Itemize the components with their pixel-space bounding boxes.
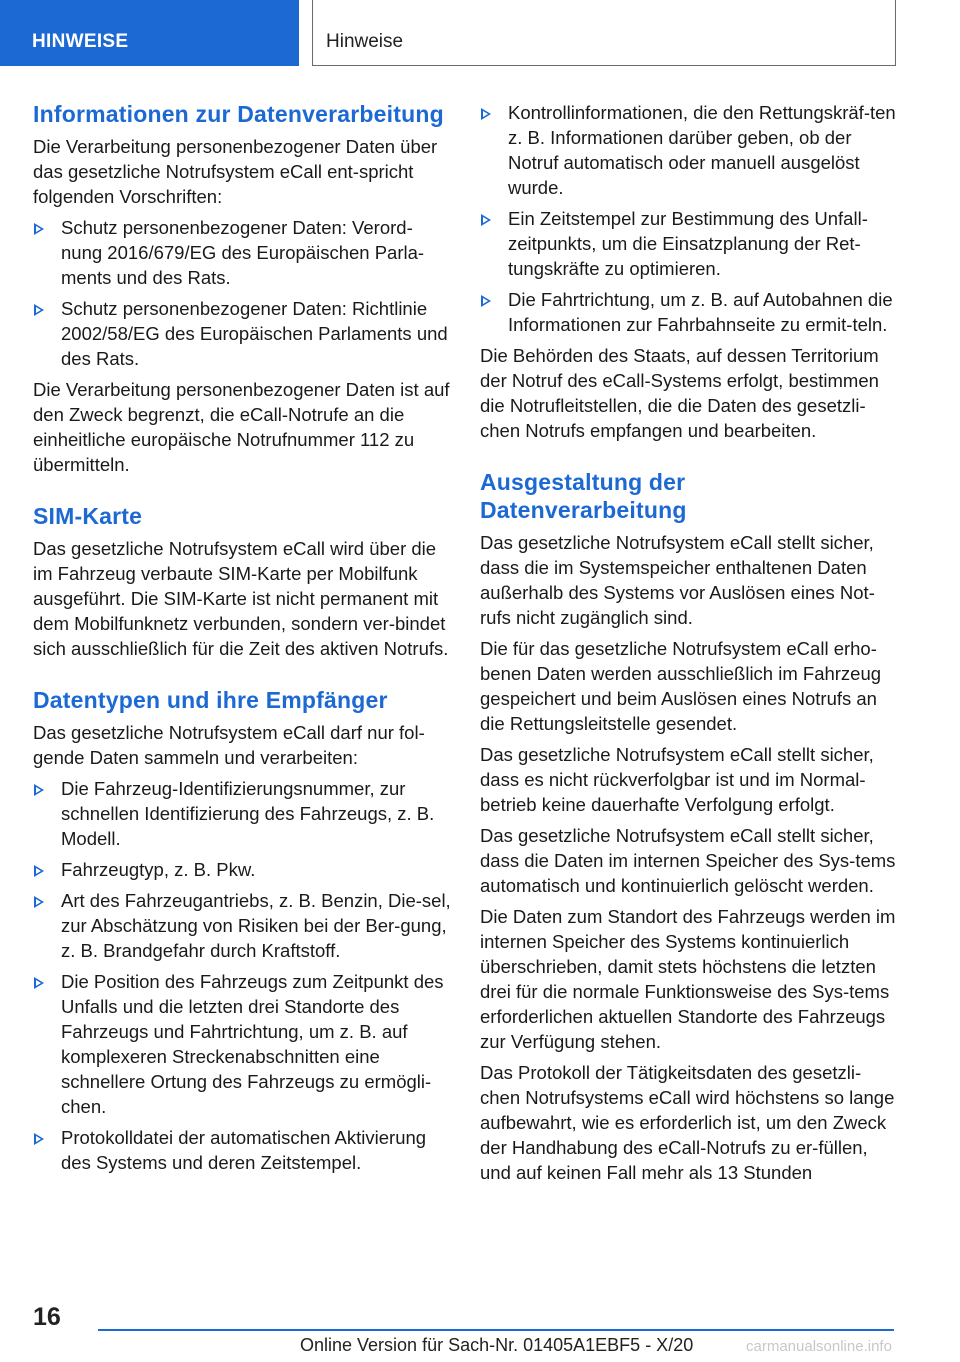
heading-sim-karte: SIM-Karte [33, 503, 143, 529]
list-item: Fahrzeugtyp, z. B. Pkw. [33, 857, 451, 882]
list-item: Kontrollinformationen, die den Rettungskräf-ten z. B. Informationen darüber geben, ob der Notruf automatisch oder manuell ausgelöst wurde. [480, 100, 898, 200]
bullet-list [480, 100, 898, 337]
triangle-bullet-icon [34, 223, 44, 235]
triangle-bullet-icon [34, 977, 44, 989]
bullet-list [33, 776, 451, 1175]
triangle-bullet-icon [481, 295, 491, 307]
heading-datentypen: Datentypen und ihre Empfänger [33, 687, 388, 713]
paragraph: Die Verarbeitung personenbezogener Daten ist auf den Zweck begrenzt, die eCall-Notrufe an die einheitliche europäische Notrufnummer 112 zu übermitteln. [33, 379, 450, 475]
header-title: Hinweise [312, 0, 896, 66]
triangle-bullet-icon [34, 784, 44, 796]
list-item: Art des Fahrzeugantriebs, z. B. Benzin, Die-sel, zur Abschätzung von Risiken bei der Ber-gung, z. B. Brandgefahr durch Kraftstoff. [33, 888, 451, 963]
triangle-bullet-icon [34, 1133, 44, 1145]
paragraph: Das Protokoll der Tätigkeitsdaten des gesetzli-chen Notrufsystems eCall wird höchstens so lange aufbewahrt, wie es erforderlich ist, um den Zweck der Handhabung des eCall-Notrufs zu er-füllen, und auf keinen Fall mehr als 13 Stunden [480, 1062, 895, 1183]
list-item: Protokolldatei der automatischen Aktivierung des Systems und deren Zeitstempel. [33, 1125, 451, 1175]
footer-divider [98, 1329, 894, 1331]
paragraph: Das gesetzliche Notrufsystem eCall stellt sicher, dass es nicht rückverfolgbar ist und im Normal-betrieb keine dauerhafte Verfolgung erfolgt. [480, 744, 874, 815]
page-number: 16 [33, 1303, 61, 1331]
footer-version-text: Online Version für Sach-Nr. 01405A1EBF5 - X/20 [300, 1335, 694, 1355]
left-column [33, 100, 451, 1181]
triangle-bullet-icon [481, 214, 491, 226]
paragraph: Das gesetzliche Notrufsystem eCall stellt sicher, dass die Daten im internen Speicher des Sys-tems automatisch und kontinuierlich gelöscht werden. [480, 825, 896, 896]
right-column [480, 100, 898, 1191]
section-tab: HINWEISE [0, 0, 299, 66]
paragraph: Das gesetzliche Notrufsystem eCall stellt sicher, dass die im Systemspeicher enthaltenen Daten außerhalb des Systems vor Auslösen eines Not-rufs nicht zugänglich sind. [480, 532, 875, 628]
paragraph: Das gesetzliche Notrufsystem eCall wird über die im Fahrzeug verbaute SIM-Karte per Mobilfunk ausgeführt. Die SIM-Karte ist nicht permanent mit dem Mobilfunknetz verbunden, sondern ver-bindet sich ausschließlich für die Zeit des aktiven Notrufs. [33, 538, 449, 659]
paragraph: Die Verarbeitung personenbezogener Daten über das gesetzliche Notrufsystem eCall ent-spricht folgenden Vorschriften: [33, 136, 438, 207]
triangle-bullet-icon [34, 896, 44, 908]
paragraph: Die Behörden des Staats, auf dessen Territorium der Notruf des eCall-Systems erfolgt, bestimmen die Notrufleitstellen, die die Daten des gesetzli-chen Notrufs empfangen und bearbeiten. [480, 345, 879, 441]
list-item: Ein Zeitstempel zur Bestimmung des Unfall-zeitpunkts, um die Einsatzplanung der Ret-tungskräfte zu optimieren. [480, 206, 898, 281]
bullet-list [33, 215, 451, 371]
paragraph: Das gesetzliche Notrufsystem eCall darf nur fol-gende Daten sammeln und verarbeiten: [33, 722, 425, 768]
list-item: Die Fahrtrichtung, um z. B. auf Autobahnen die Informationen zur Fahrbahnseite zu ermit-teln. [480, 287, 898, 337]
triangle-bullet-icon [481, 108, 491, 120]
watermark: carmanualsonline.info [746, 1338, 892, 1355]
paragraph: Die Daten zum Standort des Fahrzeugs werden im internen Speicher des Systems kontinuierlich überschrieben, damit stets höchstens die letzten drei für die normale Funktionsweise des Sys-tems erforderlichen aktuellen Standorte des Fahrzeugs zur Verfügung stehen. [480, 906, 896, 1052]
triangle-bullet-icon [34, 304, 44, 316]
list-item: Die Position des Fahrzeugs zum Zeitpunkt des Unfalls und die letzten drei Standorte des Fahrzeugs und Fahrtrichtung, um z. B. auf komplexeren Streckenabschnitten eine schnellere Ortung des Fahrzeugs zu ermögli-chen. [33, 969, 451, 1119]
page-header [0, 0, 960, 66]
heading-informationen: Informationen zur Datenverarbeitung [33, 101, 444, 127]
list-item: Schutz personenbezogener Daten: Richtlinie 2002/58/EG des Europäischen Parlaments und des Rats. [33, 296, 451, 371]
paragraph: Die für das gesetzliche Notrufsystem eCall erho-benen Daten werden ausschließlich im Fahrzeug gespeichert und beim Auslösen eines Notrufs an die Rettungsleitstelle gesendet. [480, 638, 882, 734]
heading-ausgestaltung: Ausgestaltung der Datenverarbeitung [480, 469, 687, 523]
list-item: Die Fahrzeug-Identifizierungsnummer, zur schnellen Identifizierung des Fahrzeugs, z. B. Modell. [33, 776, 451, 851]
list-item: Schutz personenbezogener Daten: Verord-nung 2016/679/EG des Europäischen Parla-ments und des Rats. [33, 215, 451, 290]
triangle-bullet-icon [34, 865, 44, 877]
